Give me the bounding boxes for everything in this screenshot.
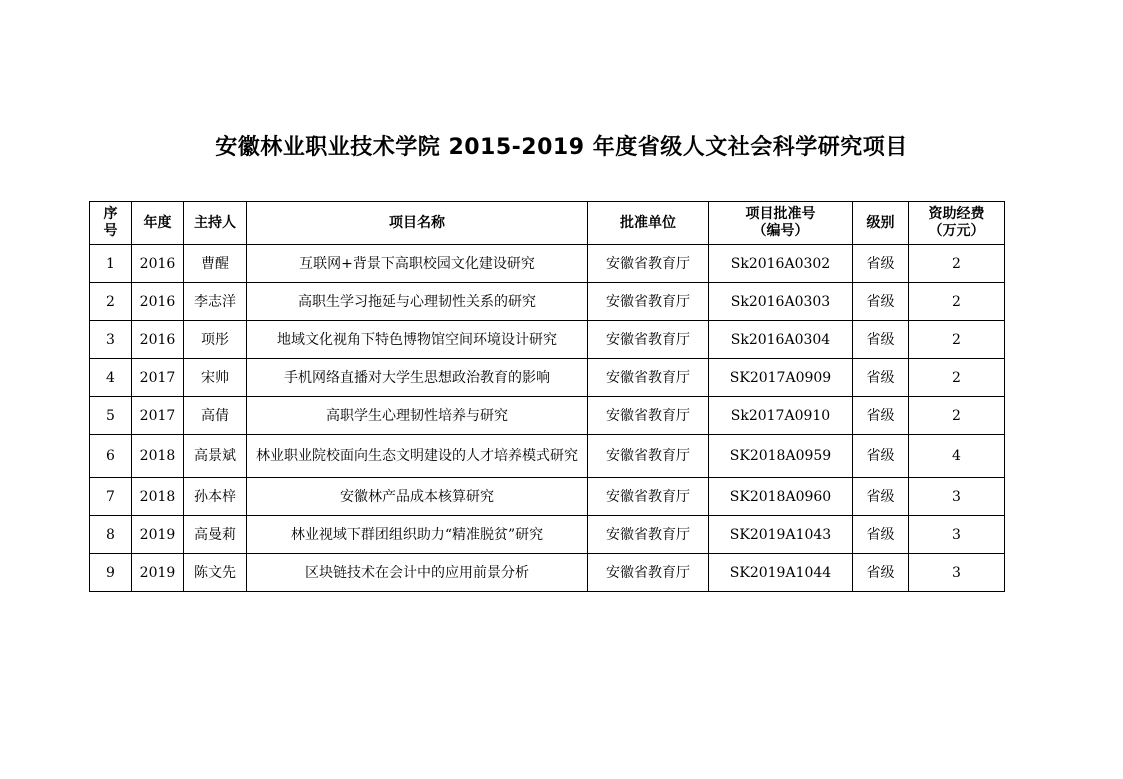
table-row <box>90 478 1005 516</box>
cell-index: 6 <box>90 435 132 478</box>
header-level: 级别 <box>853 202 909 245</box>
cell-index: 9 <box>90 554 132 592</box>
table-body <box>90 245 1005 592</box>
cell-approval-number: SK2019A1044 <box>709 554 853 592</box>
header-index-label: 序 号 <box>103 206 118 239</box>
table-row <box>90 283 1005 321</box>
cell-index: 2 <box>90 283 132 321</box>
cell-project-name: 高职生学习拖延与心理韧性关系的研究 <box>247 283 588 321</box>
cell-host: 孙本梓 <box>184 478 247 516</box>
cell-approval-number: SK2018A0960 <box>709 478 853 516</box>
cell-approval-number: Sk2017A0910 <box>709 397 853 435</box>
cell-project-name: 林业职业院校面向生态文明建设的人才培养模式研究 <box>247 435 588 478</box>
cell-funding: 2 <box>909 321 1005 359</box>
cell-approval-number: SK2018A0959 <box>709 435 853 478</box>
header-row <box>90 202 1005 245</box>
cell-level: 省级 <box>853 435 909 478</box>
cell-funding: 2 <box>909 245 1005 283</box>
cell-year: 2017 <box>132 359 184 397</box>
cell-approval-number: SK2019A1043 <box>709 516 853 554</box>
cell-approval-number: SK2017A0909 <box>709 359 853 397</box>
cell-host: 项彤 <box>184 321 247 359</box>
cell-approving-unit: 安徽省教育厅 <box>588 397 709 435</box>
cell-host: 宋帅 <box>184 359 247 397</box>
cell-level: 省级 <box>853 554 909 592</box>
cell-funding: 2 <box>909 359 1005 397</box>
cell-year: 2016 <box>132 321 184 359</box>
projects-table <box>89 201 1005 592</box>
cell-approving-unit: 安徽省教育厅 <box>588 283 709 321</box>
cell-host: 高景斌 <box>184 435 247 478</box>
cell-year: 2016 <box>132 283 184 321</box>
cell-funding: 2 <box>909 397 1005 435</box>
cell-index: 8 <box>90 516 132 554</box>
table-row <box>90 245 1005 283</box>
cell-approving-unit: 安徽省教育厅 <box>588 359 709 397</box>
cell-approval-number: Sk2016A0302 <box>709 245 853 283</box>
cell-index: 5 <box>90 397 132 435</box>
cell-approving-unit: 安徽省教育厅 <box>588 554 709 592</box>
cell-funding: 3 <box>909 554 1005 592</box>
cell-level: 省级 <box>853 283 909 321</box>
cell-index: 4 <box>90 359 132 397</box>
cell-funding: 2 <box>909 283 1005 321</box>
table-row <box>90 359 1005 397</box>
cell-index: 1 <box>90 245 132 283</box>
cell-host: 高倩 <box>184 397 247 435</box>
table-row <box>90 397 1005 435</box>
cell-level: 省级 <box>853 516 909 554</box>
cell-index: 7 <box>90 478 132 516</box>
cell-level: 省级 <box>853 478 909 516</box>
cell-project-name: 林业视域下群团组织助力“精准脱贫”研究 <box>247 516 588 554</box>
header-index <box>90 202 132 245</box>
cell-level: 省级 <box>853 321 909 359</box>
header-host: 主持人 <box>184 202 247 245</box>
cell-year: 2018 <box>132 478 184 516</box>
cell-project-name: 高职学生心理韧性培养与研究 <box>247 397 588 435</box>
table-row <box>90 435 1005 478</box>
cell-project-name: 区块链技术在会计中的应用前景分析 <box>247 554 588 592</box>
cell-index: 3 <box>90 321 132 359</box>
header-funding-label: 资助经费 （万元） <box>928 206 985 239</box>
cell-approving-unit: 安徽省教育厅 <box>588 435 709 478</box>
header-approval-number-label: 项目批准号 （编号） <box>745 206 816 239</box>
cell-project-name: 地域文化视角下特色博物馆空间环境设计研究 <box>247 321 588 359</box>
cell-year: 2018 <box>132 435 184 478</box>
header-approving-unit: 批准单位 <box>588 202 709 245</box>
header-funding <box>909 202 1005 245</box>
cell-level: 省级 <box>853 397 909 435</box>
cell-year: 2019 <box>132 516 184 554</box>
cell-funding: 3 <box>909 516 1005 554</box>
cell-year: 2016 <box>132 245 184 283</box>
table-row <box>90 516 1005 554</box>
cell-level: 省级 <box>853 359 909 397</box>
cell-host: 陈文先 <box>184 554 247 592</box>
cell-approving-unit: 安徽省教育厅 <box>588 321 709 359</box>
cell-year: 2017 <box>132 397 184 435</box>
header-approval-number <box>709 202 853 245</box>
cell-host: 李志洋 <box>184 283 247 321</box>
cell-host: 高曼莉 <box>184 516 247 554</box>
cell-approval-number: Sk2016A0304 <box>709 321 853 359</box>
cell-approving-unit: 安徽省教育厅 <box>588 478 709 516</box>
page-title: 安徽林业职业技术学院 2015-2019 年度省级人文社会科学研究项目 <box>215 135 908 160</box>
cell-funding: 4 <box>909 435 1005 478</box>
table-row <box>90 321 1005 359</box>
cell-project-name: 手机网络直播对大学生思想政治教育的影响 <box>247 359 588 397</box>
cell-project-name: 互联网+背景下高职校园文化建设研究 <box>247 245 588 283</box>
table-row <box>90 554 1005 592</box>
cell-level: 省级 <box>853 245 909 283</box>
cell-approving-unit: 安徽省教育厅 <box>588 245 709 283</box>
header-year: 年度 <box>132 202 184 245</box>
cell-funding: 3 <box>909 478 1005 516</box>
cell-host: 曹醒 <box>184 245 247 283</box>
cell-approval-number: Sk2016A0303 <box>709 283 853 321</box>
cell-year: 2019 <box>132 554 184 592</box>
header-project-name: 项目名称 <box>247 202 588 245</box>
cell-project-name: 安徽林产品成本核算研究 <box>247 478 588 516</box>
cell-approving-unit: 安徽省教育厅 <box>588 516 709 554</box>
